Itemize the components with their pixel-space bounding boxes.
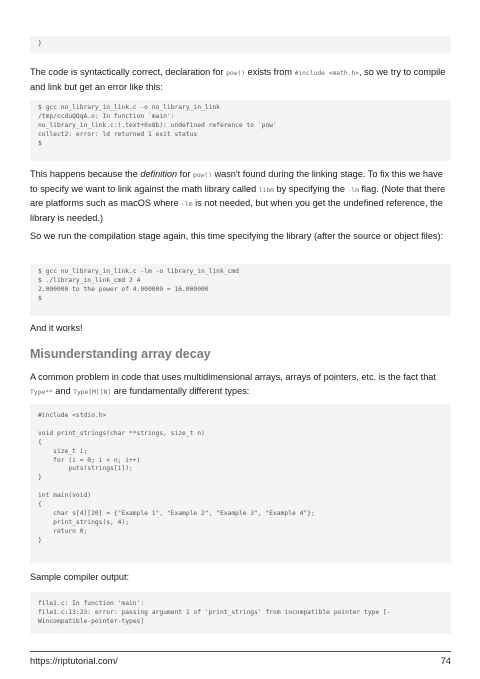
code-line: $	[38, 294, 42, 302]
code-line: file1.c: In function 'main':	[38, 600, 145, 607]
inline-code: -lm	[181, 201, 193, 209]
code-block	[30, 100, 451, 161]
code-block	[30, 264, 451, 316]
paragraph: The code is syntactically correct, declaration for pow() exists from #include <math.h>, so we try to compile and link but get an error like this:	[30, 67, 446, 92]
code-line: puts(strings[i]);	[38, 465, 133, 473]
code-line	[38, 483, 443, 492]
code-line: for (i = 0; i < n; i++)	[38, 456, 141, 464]
code-line: 2.000000 to the power of 4.000000 = 16.000000	[38, 285, 209, 293]
code-line: $ gcc no_library_in_link.c -o no_library_in_link	[38, 104, 220, 111]
code-block	[30, 592, 451, 634]
code-block	[30, 36, 451, 53]
code-line: print_strings(s, 4);	[38, 518, 129, 526]
inline-code: pow()	[226, 70, 246, 77]
code-line: void print_strings(char **strings, size_t n)	[38, 429, 205, 437]
section-heading: Misunderstanding array decay	[30, 347, 211, 361]
code-line: }	[38, 536, 42, 544]
footer-divider	[30, 651, 451, 652]
code-line: }	[38, 474, 42, 482]
code-line: Wincompatible-pointer-types]	[38, 617, 145, 625]
code-line: size_t i;	[38, 447, 88, 455]
paragraph: A common problem in code that uses multidimensional arrays, arrays of pointers, etc. is the fact that Type** and Type[M][N] are fundamentally different types:	[30, 372, 436, 396]
paragraph: Sample compiler output:	[30, 572, 130, 582]
code-line: {	[38, 438, 42, 446]
code-line: int main(void)	[38, 492, 92, 500]
paragraph: So we run the compilation stage again, this time specifying the library (after the source or object files):	[30, 231, 444, 241]
code-line: $ gcc no_library_in_link.c -lm -o library_in_link_cmd	[38, 268, 239, 275]
inline-code: Type**	[30, 388, 53, 396]
code-line: collect2: error: ld returned 1 exit status	[38, 130, 198, 138]
inline-code: libm	[258, 186, 274, 194]
code-line: char s[4][20] = {"Example 1", "Example 2", "Example 3", "Example 4"};	[38, 509, 315, 517]
footer-url-link[interactable]: https://riptutorial.com/	[30, 656, 118, 666]
paragraph: And it works!	[30, 323, 83, 333]
inline-code: Type[M][N]	[73, 388, 112, 396]
code-line: $	[38, 139, 42, 147]
code-line: }	[38, 40, 42, 47]
code-line: return 0;	[38, 527, 88, 535]
code-block	[30, 404, 451, 563]
inline-code: -lm	[347, 186, 359, 194]
code-line: /tmp/ccduQQqA.o: In function `main':	[38, 112, 175, 120]
code-line: {	[38, 501, 42, 509]
code-line: file1.c:13:23: error: passing argument 1 of 'print_strings' from incompatible pointer type [-	[38, 608, 391, 616]
inline-code: #include <math.h>	[294, 70, 360, 77]
page-number: 74	[440, 656, 451, 666]
inline-code: pow()	[192, 172, 212, 179]
code-line: $ ./library_in_link_cmd 2 4	[38, 276, 141, 284]
code-line: no_library_in_link.c:(.text+0x8b): undefined reference to `pow'	[38, 121, 277, 129]
code-line	[38, 421, 443, 430]
paragraph: This happens because the definition for pow() wasn't found during the linking stage. To fix this we have to specify we want to link against the math library called libm by specifying the -lm flag. (Note that there are platforms such as macOS where -lm is not needed, but when you get the undefined reference, the library is needed.)	[30, 169, 446, 223]
code-line: #include <stdio.h>	[38, 412, 107, 419]
